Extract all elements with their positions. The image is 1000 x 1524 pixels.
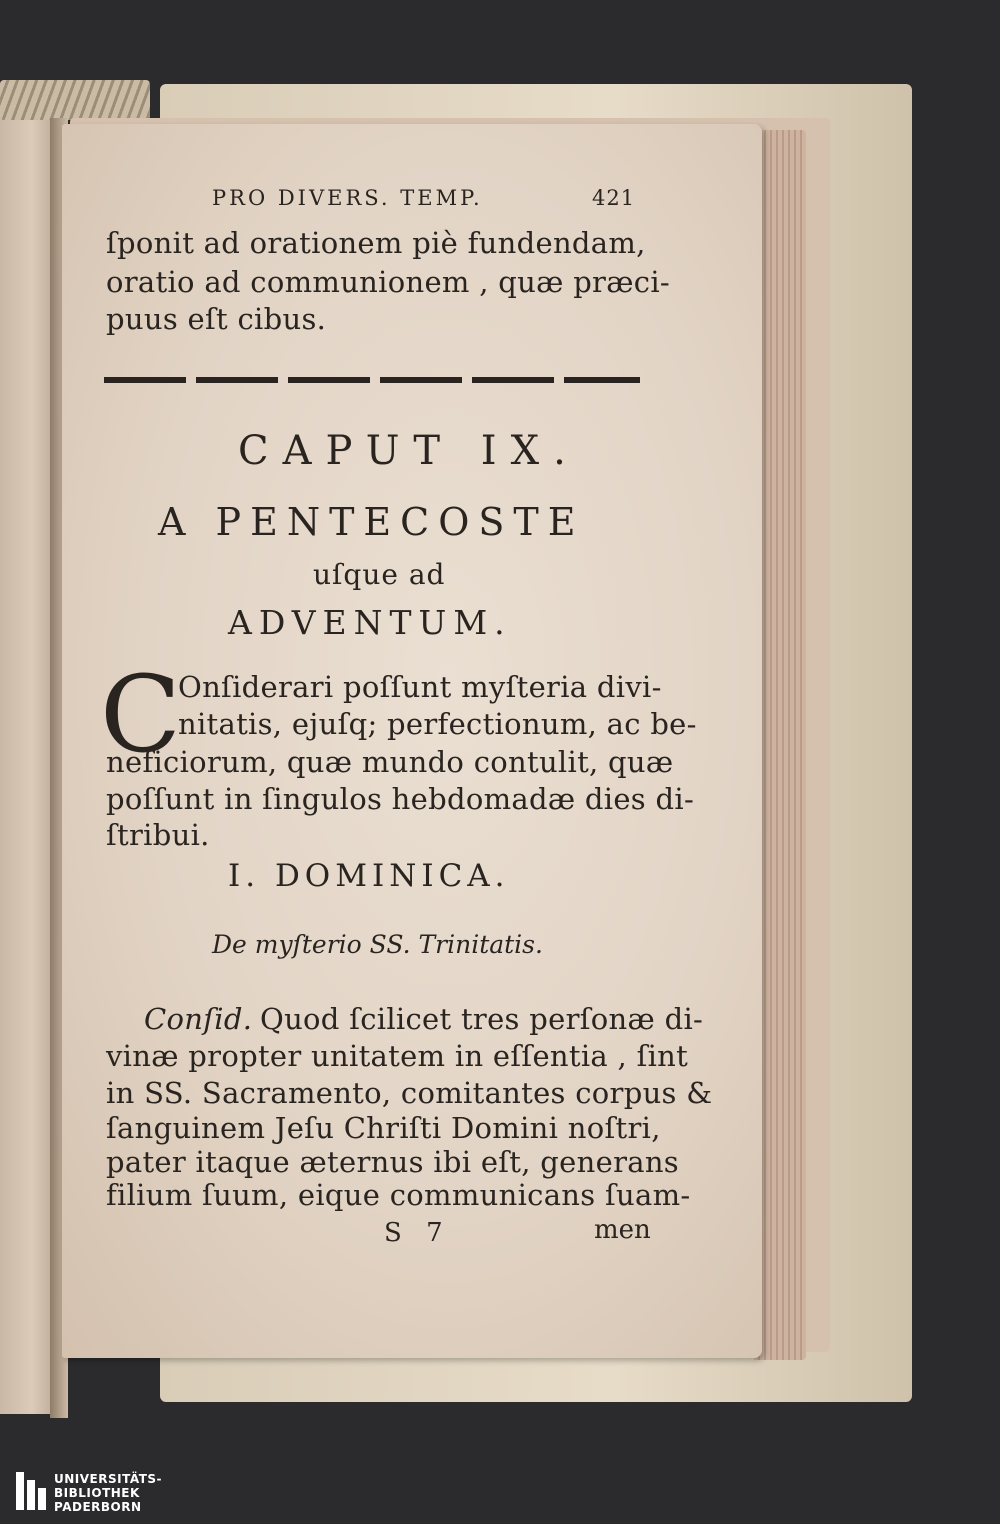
signature-mark: S 7 [384, 1218, 451, 1248]
consid-line: Quod ſcilicet tres perſonæ di- [260, 1002, 704, 1036]
library-name-line: PADERBORN [54, 1500, 142, 1514]
consid-lead: Conſid. [144, 1002, 253, 1036]
paragraph-line: nitatis, ejuſq; perfectionum, ac be- [178, 707, 697, 741]
drop-cap: C [100, 653, 182, 776]
paragraph-line: poſſunt in ſingulos hebdomadæ dies di- [106, 782, 695, 816]
intro-line: oratio ad communionem , quæ præci- [106, 265, 670, 299]
ornamental-rule [104, 377, 640, 383]
catchword: men [594, 1215, 651, 1245]
section-heading: I. DOMINICA. [228, 858, 510, 894]
chapter-title: A PENTECOSTE [158, 500, 585, 544]
paragraph-line: Onſiderari poſſunt myſteria divi- [178, 670, 662, 704]
library-name-line: BIBLIOTHEK [54, 1486, 140, 1500]
consid-line: filium ſuum, eique communicans ſuam- [106, 1178, 691, 1212]
headband [0, 80, 150, 120]
page-number: 421 [592, 186, 636, 210]
chapter-title-end: ADVENTUM. [228, 603, 512, 642]
consid-line: vinæ propter unitatem in eſſentia , ſint [106, 1039, 689, 1073]
library-name-line: UNIVERSITÄTS- [54, 1472, 163, 1486]
consid-line: in SS. Sacramento, comitantes corpus & [106, 1076, 713, 1110]
library-logo-icon [14, 1470, 48, 1512]
consid-line: pater itaque æternus ibi eſt, generans [106, 1145, 679, 1179]
paragraph-line: neficiorum, quæ mundo contulit, quæ [106, 745, 674, 779]
intro-line: puus eſt cibus. [106, 302, 327, 336]
section-subheading: De myſterio SS. Trinitatis. [212, 930, 543, 959]
consid-line: ſanguinem Jeſu Chriſti Domini noſtri, [106, 1111, 661, 1145]
chapter-subtitle: uſque ad [313, 558, 446, 591]
intro-line: ſponit ad orationem piè fundendam, [106, 226, 646, 260]
running-title: PRO DIVERS. TEMP. [212, 186, 483, 210]
chapter-label: CAPUT IX. [238, 428, 580, 474]
paragraph-line: ſtribui. [106, 818, 210, 852]
